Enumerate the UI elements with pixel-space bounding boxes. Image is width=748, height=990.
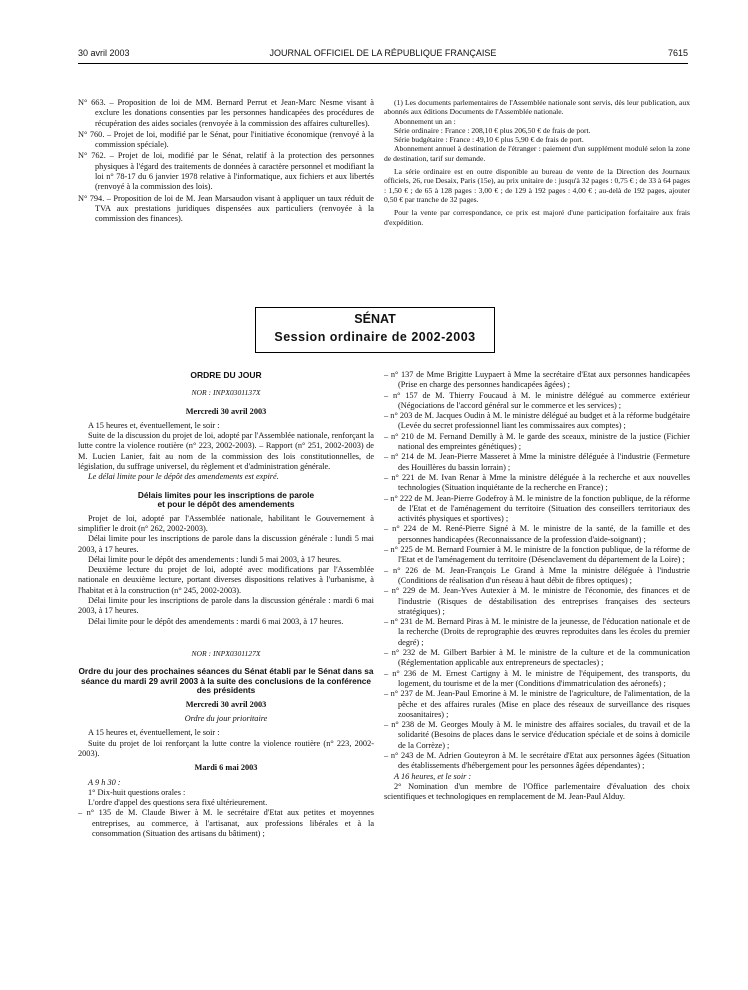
question-item: – n° 222 de M. Jean-Pierre Godefroy à M. le ministre de la fonction publique, de la réforme de l'Etat et de l'aménagement du territoire (Situation des conseillers territoriaux des activités physiques et sportives) ; — [384, 493, 690, 524]
session-date: Mercredi 30 avril 2003 — [185, 699, 267, 709]
question-item: – n° 157 de M. Thierry Foucaud à M. le ministre délégué au commerce extérieur (Négociations de l'accord général sur le commerce et les services) ; — [384, 390, 690, 410]
proposition-item: N° 794. – Proposition de loi de M. Jean Marsaudon visant à appliquer un taux réduit de TVA aux prestations juridiques dispensées aux particuliers (renvoyée à la commission des finances). — [78, 193, 374, 224]
session-subtitle: Session ordinaire de 2002-2003 — [274, 330, 476, 344]
serie-budgetaire-price: Série budgétaire : France : 49,10 € plus 5,90 € de frais de port. — [394, 135, 584, 145]
paragraph: Délai limite pour le dépôt des amendements : lundi 5 mai 2003, à 17 heures. — [88, 554, 341, 564]
paragraph: Projet de loi, adopté par l'Assemblée nationale, habilitant le Gouvernement à simplifier le droit (n° 262, 2002-2003). — [78, 513, 374, 533]
senat-title: SÉNAT — [354, 312, 396, 326]
question-item: – n° 137 de Mme Brigitte Luypaert à Mme la secrétaire d'Etat aux personnes handicapées (Prise en charge des personnes handicapées âgées) ; — [384, 370, 690, 390]
paragraph: Délai limite pour les inscriptions de parole dans la discussion générale : mardi 6 mai 2003, à 17 heures. — [78, 596, 374, 616]
etranger-note: Abonnement annuel à destination de l'étranger : paiement d'un supplément modulé selon la zone de destination, tarif sur demande. — [384, 144, 690, 163]
paragraph: A 15 heures et, éventuellement, le soir : — [88, 728, 220, 738]
paragraph: Le délai limite pour le dépôt des amendements est expiré. — [88, 472, 279, 482]
paragraph: L'ordre d'appel des questions sera fixé ultérieurement. — [88, 798, 268, 808]
paragraph: 2° Nomination d'un membre de l'Office parlementaire d'évaluation des choix scientifiques et technologiques en remplacement de M. Jean-Paul Alduy. — [384, 781, 690, 802]
session-date: Mercredi 30 avril 2003 — [185, 406, 267, 416]
delais-title: et pour le dépôt des amendements — [157, 499, 295, 510]
question-item: – n° 231 de M. Bernard Piras à M. le ministre de la jeunesse, de l'éducation nationale et de la recherche (Droits de reprographie des œuvres reproduites dans les écoles du premier degré) ; — [384, 617, 690, 647]
header-title: JOURNAL OFFICIEL DE LA RÉPUBLIQUE FRANÇAISE — [269, 48, 497, 58]
abonnement-label: Abonnement un an : — [394, 116, 456, 126]
paragraph: Délai limite pour le dépôt des amendements : mardi 6 mai 2003, à 17 heures. — [88, 616, 344, 626]
paragraph: A 16 heures, et le soir : — [394, 771, 472, 781]
paragraph: A 9 h 30 : — [88, 777, 121, 787]
documents-note: (1) Les documents parlementaires de l'Assemblée nationale sont servis, dès leur publication, aux abonnés aux éditions Documents de l'Assemblée nationale. — [384, 98, 690, 117]
paragraph: A 15 heures et, éventuellement, le soir : — [88, 420, 220, 430]
ordre-prioritaire: Ordre du jour prioritaire — [184, 714, 268, 724]
paragraph: Suite de la discussion du projet de loi, adopté par l'Assemblée nationale, renforçant la lutte contre la violence routière (n° 223, 2002-2003). – Rapport (n° 251, 2002-2003) de M. Lucien Lanier, fait au nom de la commission des lois constitutionnelles, de législation, du suffrage universel, du règlement et d'administration générale. — [78, 431, 374, 472]
question-item: – n° 203 de M. Jacques Oudin à M. le ministre délégué au budget et à la réforme budgétaire (Levée du secret professionnel liant les commissaires aux comptes) ; — [384, 411, 690, 431]
proposition-item: N° 762. – Projet de loi, modifié par le Sénat, relatif à la protection des personnes physiques à l'égard des traitements de données à caractère personnel et modifiant la loi n° 78-17 du 6 janvier 1978 relative à l'informatique, aux fichiers et aux libertés (renvoyé à la commission des lois). — [78, 151, 374, 192]
left-column — [78, 370, 374, 839]
delais-title: Délais limites pour les inscriptions de parole — [137, 489, 315, 500]
ordre-du-jour-title: ORDRE DU JOUR — [190, 370, 262, 380]
nor-reference: NOR : INPX0301127X — [191, 648, 261, 658]
question-item: – n° 236 de M. Ernest Cartigny à M. le ministre de l'équipement, des transports, du logement, du tourisme et de la mer (Conditions d'immatriculation des aéronefs) ; — [384, 668, 690, 688]
question-item: – n° 229 de M. Jean-Yves Autexier à M. le ministre de l'économie, des finances et de l'industrie (Risques de déstabilisation des entreprises françaises des secteurs stratégiques) ; — [384, 586, 690, 616]
question-item: – n° 225 de M. Bernard Fournier à M. le ministre de la fonction publique, de la réforme de l'Etat et de l'aménagement du territoire (Désenclavement du département de la Loire) ; — [384, 545, 690, 565]
correspondance-note: Pour la vente par correspondance, ce prix est majoré d'une participation forfaitaire aux frais d'expédition. — [384, 208, 690, 227]
question-item: – n° 210 de M. Fernand Demilly à M. le garde des sceaux, ministre de la justice (Fichier national des empreintes génétiques) ; — [384, 431, 690, 452]
subscription-note — [384, 98, 690, 227]
right-column — [384, 370, 690, 802]
question-item: – n° 238 de M. Georges Mouly à M. le ministre des affaires sociales, du travail et de la solidarité (Besoins de places dans le service d'éducation spéciale et de soins à domicile de la Corrèze) ; — [384, 720, 690, 750]
nor-reference: NOR : INPX0301137X — [191, 388, 261, 398]
proposition-item: N° 663. – Proposition de loi de MM. Bernard Perrut et Jean-Marc Nesme visant à exclure les donations consenties par les personnes handicapées des procédures de récupération des aides sociales (renvoyée à la commission des affaires culturelles). — [78, 98, 374, 128]
vente-note: La série ordinaire est en outre disponible au bureau de vente de la Direction des Journaux officiels, 26, rue Desaix, Paris (15e), au prix unitaire de : jusqu'à 32 pages : 0,75 € ; de 33 à 64 pages : 1,50 € ; de 65 à 128 pages : 3,00 € ; de 129 à 192 pages : 4,00 € ; au-delà de 192 pages, ajouter 0,50 € par tranche de 32 pages. — [384, 167, 690, 204]
senat-title-box — [255, 307, 495, 353]
top-left-column — [78, 98, 374, 226]
header-rule — [78, 63, 688, 64]
question-item: – n° 232 de M. Gilbert Barbier à M. le ministre de la culture et de la communication (Réglementation applicable aux entrepreneurs de spectacles) ; — [384, 648, 690, 668]
paragraph: Deuxième lecture du projet de loi, adopté avec modifications par l'Assemblée nationale en deuxième lecture, portant diverses dispositions relatives à l'urbanisme, à l'habitat et à la construction (n° 245, 2002-2003). — [78, 565, 374, 595]
question-item: – n° 226 de M. Jean-François Le Grand à Mme la ministre déléguée à l'industrie (Conditions de réalisation d'un réseau à haut débit de fibres optiques) ; — [384, 565, 690, 585]
paragraph: Délai limite pour les inscriptions de parole dans la discussion générale : lundi 5 mai 2003, à 17 heures. — [78, 534, 374, 554]
question-item: – n° 135 de M. Claude Biwer à M. le secrétaire d'Etat aux petites et moyennes entreprises, au commerce, à l'artisanat, aux professions libérales et à la consommation (Situation des artisans du bâtiment) ; — [78, 808, 374, 838]
question-item: – n° 214 de M. Jean-Pierre Masseret à Mme la ministre déléguée à l'industrie (Fermeture des Houillères du bassin lorrain) ; — [384, 452, 690, 472]
proposition-item: N° 760. – Projet de loi, modifié par le Sénat, pour l'initiative économique (renvoyé à la commission spéciale). — [78, 129, 374, 150]
header-page-number: 7615 — [667, 48, 688, 58]
page-header — [78, 48, 688, 60]
paragraph: 1° Dix-huit questions orales : — [88, 787, 186, 797]
session-date: Mardi 6 mai 2003 — [194, 763, 258, 773]
paragraph: Suite du projet de loi renforçant la lutte contre la violence routière (n° 223, 2002-2003). — [78, 738, 374, 758]
prochaines-seances-title: Ordre du jour des prochaines séances du Sénat établi par le Sénat dans sa séance du mardi 29 avril 2003 à la suite des conclusions de la conférence des présidents — [78, 666, 374, 696]
question-item: – n° 224 de M. René-Pierre Signé à M. le ministre de la santé, de la famille et des personnes handicapées (Reconnaissance de la profession d'aide-soignant) ; — [384, 524, 690, 544]
question-item: – n° 237 de M. Jean-Paul Emorine à M. le ministre de l'agriculture, de l'alimentation, de la pêche et des affaires rurales (Mise en place des réseaux de surveillance des risques zoosanitaires) ; — [384, 689, 690, 719]
question-item: – n° 243 de M. Adrien Gouteyron à M. le secrétaire d'Etat aux personnes âgées (Situation des établissements d'hébergement pour les personnes âgées dépendantes) ; — [384, 750, 690, 771]
header-date: 30 avril 2003 — [78, 48, 130, 58]
question-item: – n° 221 de M. Ivan Renar à Mme la ministre déléguée à la recherche et aux nouvelles technologies (Situation inquiétante de la recherche en France) ; — [384, 472, 690, 493]
serie-ordinaire-price: Série ordinaire : France : 208,10 € plus 206,50 € de frais de port. — [394, 125, 591, 135]
